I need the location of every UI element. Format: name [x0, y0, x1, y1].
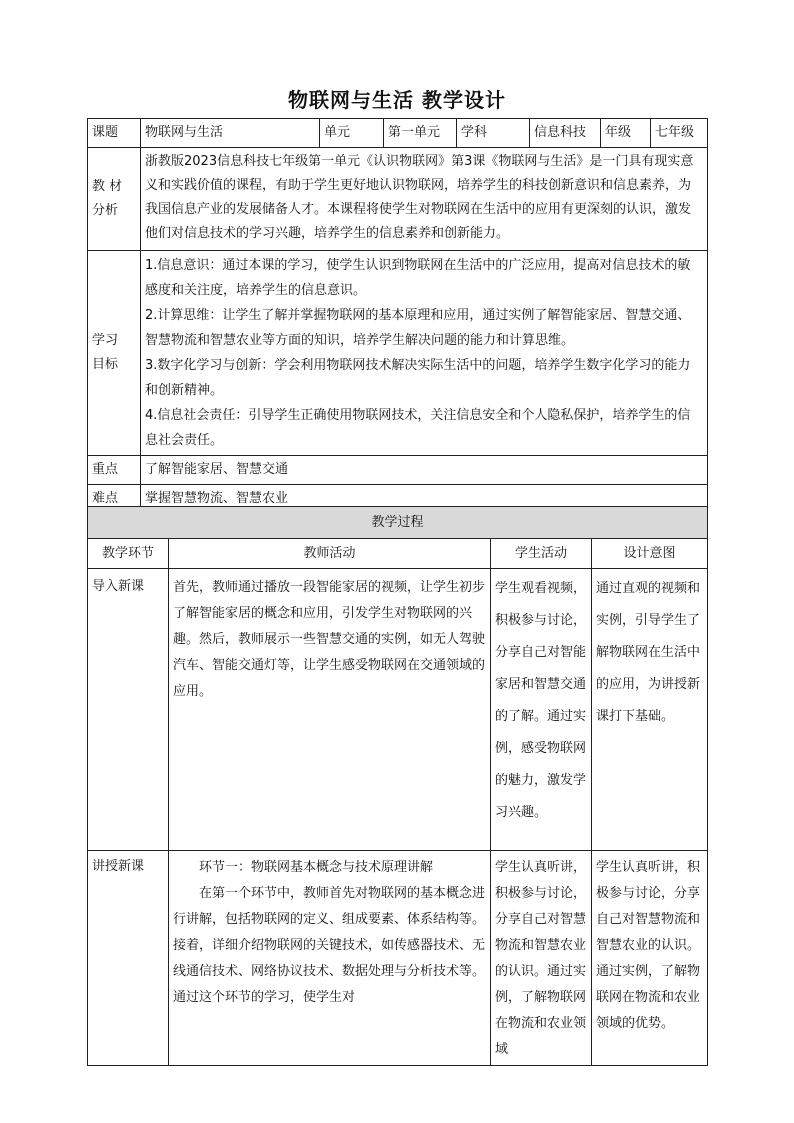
key-point-label: 重点 — [88, 456, 141, 485]
column-header-teacher: 教师活动 — [169, 539, 491, 569]
goals-label — [88, 251, 141, 456]
student-activity-cell: 学生观看视频，积极参与讨论，分享自己对智能家居和智慧交通的了解。通过实例，感受物联网的魅力，激发学习兴趣。 — [491, 569, 592, 851]
page-title: 物联网与生活 教学设计 — [288, 88, 506, 112]
goal-item: 1.信息意识：通过本课的学习，使学生认识到物联网在生活中的广泛应用，提高对信息技术的敏感度和关注度，培养学生的信息意识。 — [145, 258, 691, 298]
goals-label-line2: 目标 — [92, 357, 119, 372]
key-point-text: 了解智能家居、智慧交通 — [141, 456, 708, 485]
unit-label: 单元 — [320, 119, 384, 148]
student-activity-cell: 学生认真听讲，积极参与讨论，分享自己对智慧物流和智慧农业的认识。通过实例，了解物联网在物流和农业领域 — [491, 851, 592, 1066]
goal-item: 3.数字化学习与创新：学会利用物联网技术解决实际生活中的问题，培养学生数字化学习的能力和创新精神。 — [145, 358, 691, 398]
grade-value: 七年级 — [651, 119, 708, 148]
difficult-point-text: 掌握智慧物流、智慧农业 — [141, 485, 708, 514]
grade-label: 年级 — [601, 119, 651, 148]
subject-label: 学科 — [457, 119, 530, 148]
teacher-activity-cell — [169, 851, 491, 1066]
subject-value: 信息科技 — [530, 119, 601, 148]
design-intent-cell: 学生认真听讲，积极参与讨论，分享自己对智慧物流和智慧农业的认识。通过实例，了解物联网在物流和农业领域的优势。 — [592, 851, 708, 1066]
goal-item: 4.信息社会责任：引导学生正确使用物联网技术，关注信息安全和个人隐私保护，培养学生的信息社会责任。 — [145, 408, 691, 448]
column-header-stage: 教学环节 — [88, 539, 169, 569]
teacher-section-text: 在第一个环节中，教师首先对物联网的基本概念进行讲解，包括物联网的定义、组成要素、体系结构等。接着，详细介绍物联网的关键技术，如传感器技术、无线通信技术、网络协议技术、数据处理与分析技术等。通过这个环节的学习，使学生对 — [173, 886, 486, 1005]
goals-list — [141, 251, 708, 456]
course-label: 课题 — [88, 119, 141, 148]
table-row — [88, 851, 708, 1066]
unit-value: 第一单元 — [384, 119, 457, 148]
analysis-label-line2: 分析 — [92, 203, 119, 218]
process-heading: 教学过程 — [88, 507, 708, 539]
column-header-intent: 设计意图 — [592, 539, 708, 569]
teacher-section-heading: 环节一：物联网基本概念与技术原理讲解 — [199, 860, 434, 875]
design-intent-cell: 通过直观的视频和实例，引导学生了解物联网在生活中的应用，为讲授新课打下基础。 — [592, 569, 708, 851]
course-value: 物联网与生活 — [141, 119, 320, 148]
table-row — [88, 569, 708, 851]
analysis-text: 浙教版2023信息科技七年级第一单元《认识物联网》第3课《物联网与生活》是一门具有现实意义和实践价值的课程，有助于学生更好地认识物联网，培养学生的科技创新意识和信息素养，为我国信息产业的发展储备人才。本课程将使学生对物联网在生活中的应用有更深刻的认识，激发他们对信息技术的学习兴趣，培养学生的信息素养和创新能力。 — [141, 148, 708, 251]
difficult-point-label: 难点 — [88, 485, 141, 514]
goals-label-line1: 学习 — [92, 333, 119, 348]
teacher-activity-cell: 首先，教师通过播放一段智能家居的视频，让学生初步了解智能家居的概念和应用，引发学生对物联网的兴趣。然后，教师展示一些智慧交通的实例，如无人驾驶汽车、智能交通灯等，让学生感受物联网在交通领域的应用。 — [169, 569, 491, 851]
column-header-student: 学生活动 — [491, 539, 592, 569]
lesson-info-table — [87, 118, 708, 514]
analysis-label-line1: 教 材 — [92, 179, 123, 194]
analysis-label — [88, 148, 141, 251]
stage-cell: 导入新课 — [88, 569, 169, 851]
goal-item: 2.计算思维：让学生了解并掌握物联网的基本原理和应用，通过实例了解智能家居、智慧交通、智慧物流和智慧农业等方面的知识，培养学生解决问题的能力和计算思维。 — [145, 308, 691, 348]
teaching-process-table — [87, 506, 708, 1066]
stage-cell: 讲授新课 — [88, 851, 169, 1066]
